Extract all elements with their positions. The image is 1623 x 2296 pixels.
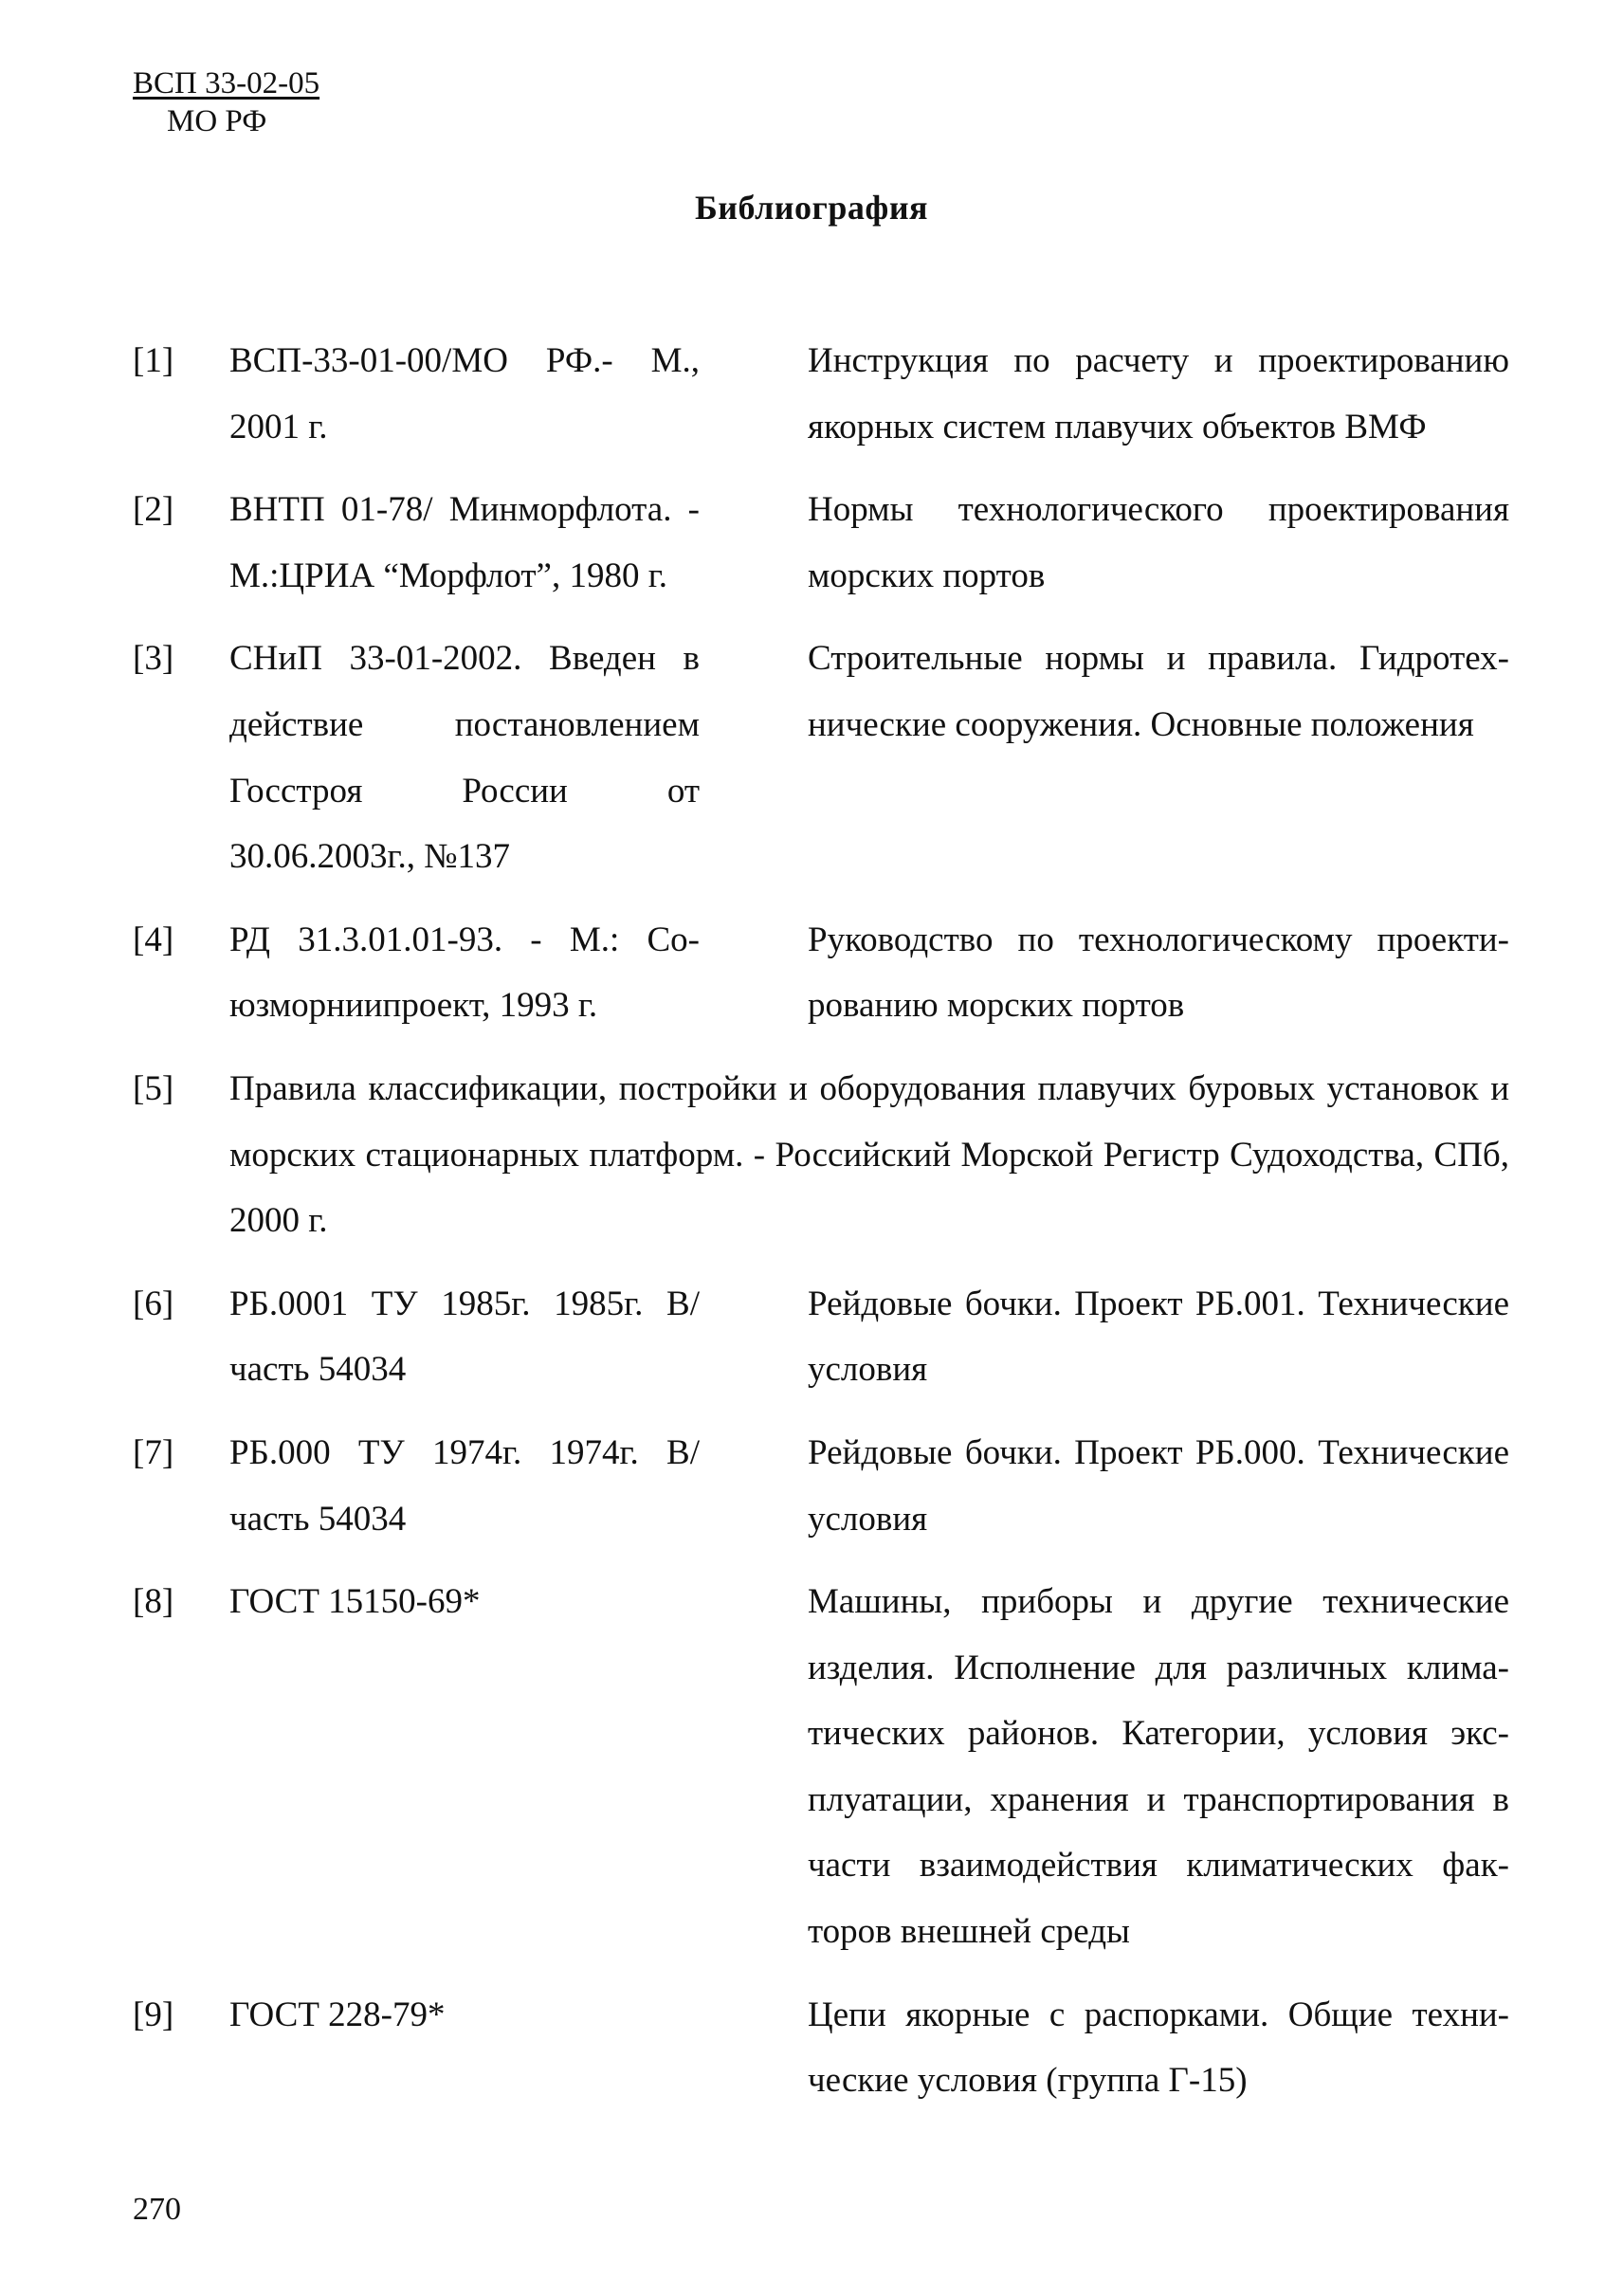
entry-number: [6] (133, 1284, 174, 1323)
entry-reference: РД 31.3.01.01-93. - М.: Союзморниипроект, 1993 г. (229, 920, 700, 1026)
bibliography-entry-3 (133, 626, 1509, 889)
bibliography-entry-4 (133, 907, 1509, 1039)
entry-number: [1] (133, 341, 174, 380)
entry-description: Рейдовые бочки. Проект РБ.000. Технические условия (808, 1432, 1509, 1539)
entry-number: [4] (133, 920, 174, 959)
entry-reference: СНиП 33-01-2002. Введен в действие постановлением Госстроя России от 30.06.2003г., №137 (229, 639, 700, 877)
entry-description: Нормы технологического проектирования морских портов (808, 490, 1509, 595)
page-title: Библиография (694, 189, 929, 227)
entry-reference: ГОСТ 15150-69* (229, 1582, 481, 1622)
entry-reference: ВСП-33-01-00/МО РФ.- М., 2001 г. (229, 341, 700, 446)
document-code: ВСП 33-02-05 (133, 66, 320, 100)
entry-reference: РБ.0001 ТУ 1985г. 1985г. В/часть 54034 (229, 1284, 700, 1390)
entry-description: Строительные нормы и правила. Гидротехнические сооружения. Основные положения (808, 639, 1509, 744)
entry-reference: ВНТП 01-78/ Минморфлота. - М.:ЦРИА “Морфлот”, 1980 г. (229, 490, 700, 595)
entry-number: [8] (133, 1582, 174, 1622)
bibliography-entry-1 (133, 328, 1509, 460)
entry-number: [7] (133, 1432, 174, 1472)
entry-reference: РБ.000 ТУ 1974г. 1974г. В/часть 54034 (229, 1432, 700, 1539)
entry-number: [9] (133, 1995, 174, 2034)
entry-number: [3] (133, 639, 174, 679)
entry-description: Цепи якорные с распорками. Общие технические условия (группа Г-15) (808, 1995, 1509, 2101)
entry-number: [5] (133, 1068, 174, 1108)
entry-full-text: Правила классификации, постройки и оборудования плавучих буровых установок и морских стационарных платформ. - Российский Морской Регистр Судоходства, СПб, 2000 г. (229, 1068, 1509, 1241)
page-number: 270 (133, 2192, 181, 2227)
bibliography-list (133, 328, 1509, 2131)
document-org: МО РФ (167, 104, 267, 138)
entry-description: Инструкция по расчету и проектированию якорных систем плавучих объектов ВМФ (808, 341, 1509, 446)
entry-reference: ГОСТ 228-79* (229, 1995, 446, 2034)
entry-description: Руководство по технологическому проектированию морских портов (808, 920, 1509, 1026)
entry-number: [2] (133, 490, 174, 530)
entry-description: Рейдовые бочки. Проект РБ.001. Технические условия (808, 1284, 1509, 1390)
document-header (133, 64, 319, 140)
bibliography-entry-8 (133, 1569, 1509, 1965)
entry-description: Машины, приборы и другие технические изделия. Исполнение для различных климатических районов. Категории, условия эксплуатации, хранения и транспортирования в части взаимодействия климатических факторов внешней среды (808, 1582, 1509, 1952)
bibliography-entry-5 (133, 1056, 1509, 1254)
bibliography-entry-9 (133, 1982, 1509, 2114)
bibliography-entry-6 (133, 1271, 1509, 1403)
bibliography-entry-2 (133, 477, 1509, 609)
bibliography-entry-7 (133, 1420, 1509, 1552)
